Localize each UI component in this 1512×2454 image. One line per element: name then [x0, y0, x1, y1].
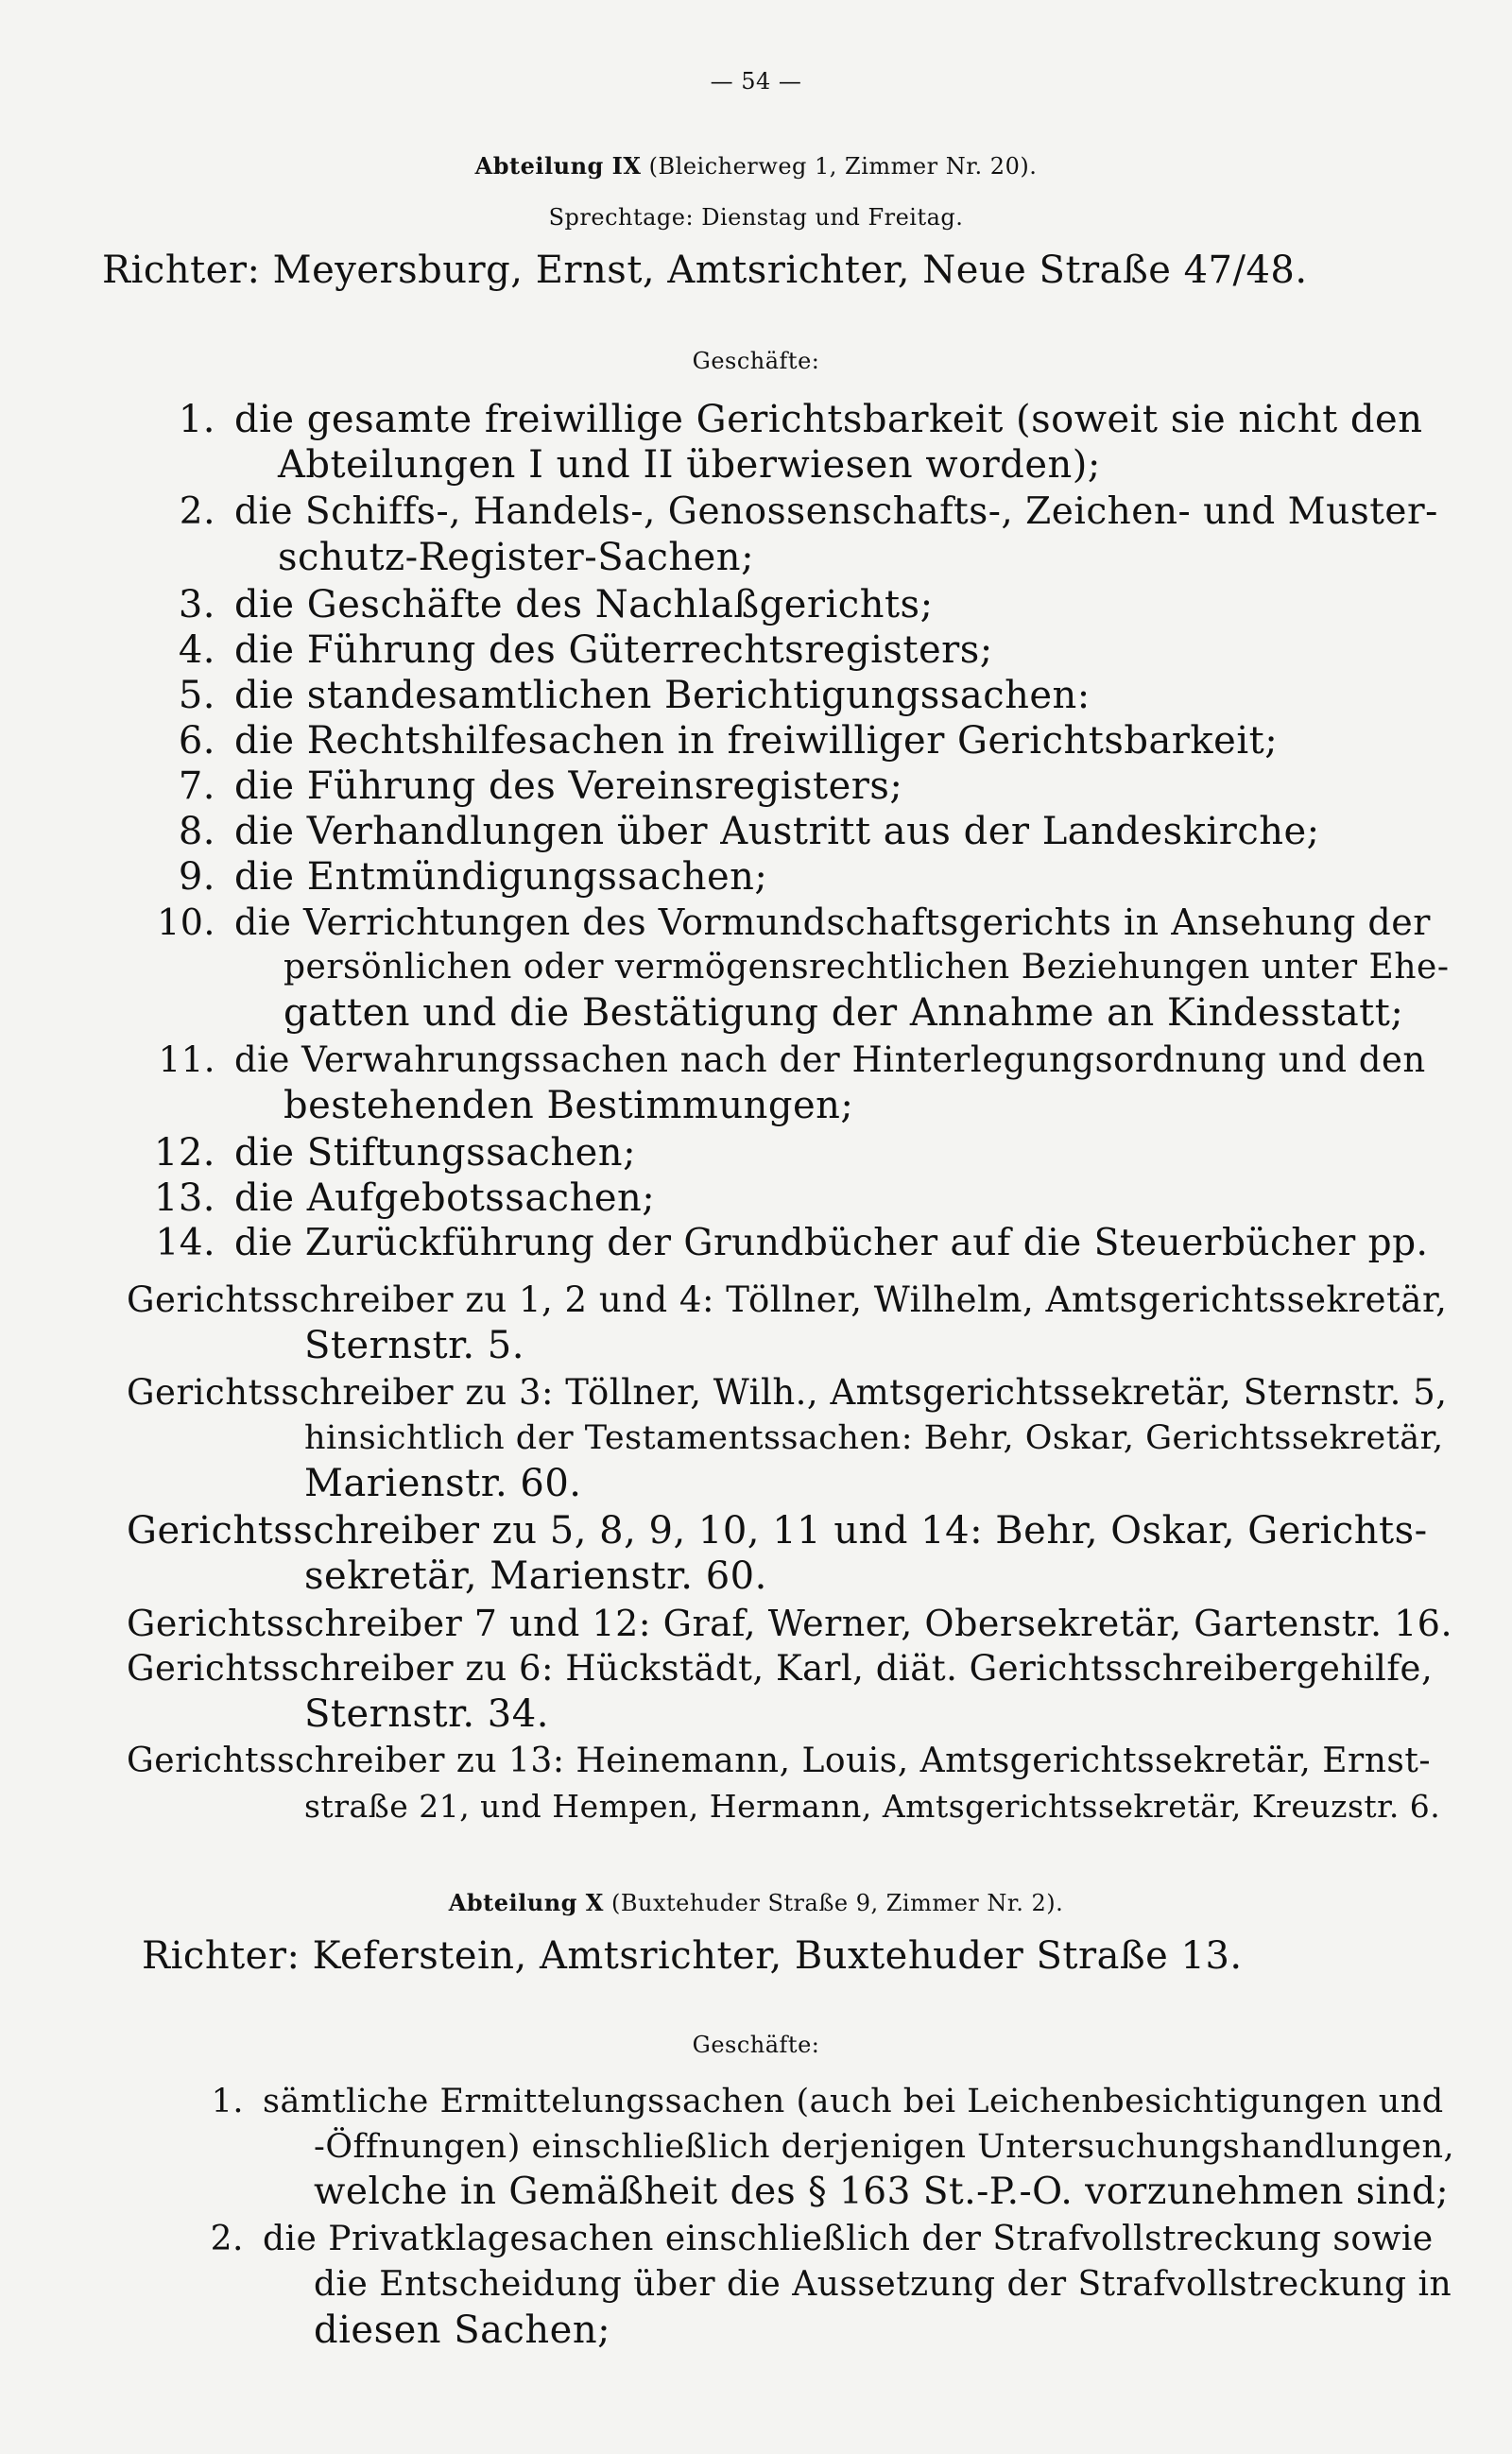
- item-line: die Aufgebotssachen;: [234, 1176, 656, 1220]
- item-number: 5.: [178, 674, 215, 717]
- list-item: [142, 1038, 1426, 1083]
- item-number: 13.: [153, 1176, 215, 1220]
- item-line: gatten und die Bestätigung der Annahme an Kindesstatt;: [284, 991, 1404, 1035]
- list-item: [142, 627, 993, 673]
- item-line: die standesamtlichen Berichtigungssachen:: [234, 674, 1091, 717]
- item-line: sämtliche Ermittelungssachen (auch bei Leichenbesichtigungen und: [263, 2083, 1444, 2120]
- list-item: [170, 2079, 1444, 2124]
- section-x-richter: Richter: Keferstein, Amtsrichter, Buxtehuder Straße 13.: [142, 1934, 1243, 1978]
- section-ix-richter: Richter: Meyersburg, Ernst, Amtsrichter, Neue Straße 47/48.: [102, 249, 1308, 292]
- section-x-title: [0, 1880, 1512, 1926]
- item-line: die Entmündigungssachen;: [234, 855, 768, 899]
- list-item: [142, 673, 1091, 718]
- schreiber-line: hinsichtlich der Testamentssachen: Behr, Oskar, Gerichtssekretär,: [304, 1419, 1444, 1457]
- item-line: persönlichen oder vermögensrechtlichen Beziehungen unter Ehe-: [284, 948, 1450, 987]
- list-item: [142, 900, 1431, 945]
- item-line: die Schiffs-, Handels-, Genossenschafts-, Zeichen- und Muster-: [234, 490, 1438, 533]
- item-line: die Verrichtungen des Vormundschaftsgerichts in Ansehung der: [234, 901, 1431, 943]
- item-number: 6.: [178, 719, 215, 763]
- item-line: die Entscheidung über die Aussetzung der Strafvollstreckung in: [314, 2265, 1452, 2304]
- schreiber-line: Gerichtsschreiber zu 1, 2 und 4: Töllner, Wilhelm, Amtsgerichtssekretär,: [127, 1279, 1448, 1320]
- item-line: -Öffnungen) einschließlich derjenigen Untersuchungshandlungen,: [314, 2128, 1455, 2166]
- item-line: diesen Sachen;: [314, 2308, 611, 2352]
- item-number: 12.: [153, 1131, 215, 1175]
- schreiber-line: Gerichtsschreiber zu 13: Heinemann, Louis, Amtsgerichtssekretär, Ernst-: [127, 1742, 1431, 1780]
- list-item: [142, 854, 767, 900]
- list-item: [142, 718, 1278, 764]
- item-line: die Verwahrungssachen nach der Hinterlegungsordnung und den: [234, 1039, 1426, 1080]
- item-number: 10.: [157, 901, 215, 943]
- schreiber-line: Gerichtsschreiber zu 5, 8, 9, 10, 11 und 14: Behr, Oskar, Gerichts-: [127, 1509, 1428, 1553]
- list-item: [142, 582, 934, 627]
- item-line: Abteilungen I und II überwiesen worden);: [278, 443, 1101, 487]
- item-line: die Stiftungssachen;: [234, 1131, 637, 1175]
- item-number: 8.: [178, 810, 215, 853]
- item-line: die Geschäfte des Nachlaßgerichts;: [234, 583, 934, 626]
- schreiber-line: Gerichtsschreiber zu 3: Töllner, Wilh., Amtsgerichtssekretär, Sternstr. 5,: [127, 1372, 1448, 1413]
- item-line: die Privatklagesachen einschließlich der Strafvollstreckung sowie: [263, 2220, 1434, 2258]
- item-line: die Rechtshilfesachen in freiwilliger Gerichtsbarkeit;: [234, 719, 1279, 763]
- item-number: 14.: [155, 1222, 215, 1264]
- item-line: schutz-Register-Sachen;: [278, 536, 755, 579]
- item-line: die Führung des Vereinsregisters;: [234, 764, 903, 808]
- item-line: die Zurückführung der Grundbücher auf die Steuerbücher pp.: [234, 1222, 1429, 1264]
- page-number: — 54 —: [710, 68, 802, 94]
- item-number: 9.: [178, 855, 215, 899]
- schreiber-line: sekretär, Marienstr. 60.: [304, 1554, 767, 1598]
- item-number: 2.: [210, 2220, 244, 2258]
- item-number: 2.: [179, 490, 215, 533]
- list-item: [142, 1130, 636, 1176]
- schreiber-line: Gerichtsschreiber zu 6: Hückstädt, Karl, diät. Gerichtsschreibergehilfe,: [127, 1648, 1434, 1689]
- item-line: die Führung des Güterrechtsregisters;: [234, 628, 993, 672]
- list-item: [170, 2217, 1434, 2262]
- item-number: 4.: [178, 628, 215, 672]
- section-ix-title: [0, 144, 1512, 189]
- schreiber-line: Marienstr. 60.: [304, 1462, 582, 1505]
- item-number: 3.: [178, 583, 215, 626]
- list-item: [142, 489, 1438, 535]
- section-ix-title-rest: (Bleicherweg 1, Zimmer Nr. 20).: [641, 153, 1038, 180]
- list-item: [142, 1221, 1428, 1266]
- list-item: [142, 1176, 655, 1221]
- section-ix-geschaefte-heading: Geschäfte:: [692, 348, 820, 374]
- section-ix-title-bold: Abteilung IX: [474, 152, 642, 180]
- item-number: 1.: [178, 398, 215, 441]
- item-line: die Verhandlungen über Austritt aus der Landeskirche;: [234, 810, 1320, 853]
- schreiber-line: straße 21, und Hempen, Hermann, Amtsgerichtssekretär, Kreuzstr. 6.: [304, 1788, 1441, 1825]
- item-line: die gesamte freiwillige Gerichtsbarkeit (soweit sie nicht den: [234, 398, 1423, 441]
- schreiber-line: Sternstr. 34.: [304, 1692, 549, 1736]
- list-item: [142, 397, 1422, 442]
- list-item: [142, 809, 1320, 854]
- item-number: 7.: [178, 764, 215, 808]
- list-item: [142, 764, 902, 809]
- section-ix-sprechtage: Sprechtage: Dienstag und Freitag.: [548, 204, 964, 231]
- item-number: 1.: [211, 2083, 244, 2120]
- section-x-title-bold: Abteilung X: [448, 1889, 604, 1916]
- section-x-title-rest: (Buxtehuder Straße 9, Zimmer Nr. 2).: [603, 1890, 1064, 1916]
- item-line: bestehenden Bestimmungen;: [284, 1084, 854, 1127]
- schreiber-line: Sternstr. 5.: [304, 1324, 524, 1367]
- item-number: 11.: [158, 1039, 215, 1080]
- item-line: welche in Gemäßheit des § 163 St.-P.-O. vorzunehmen sind;: [314, 2171, 1450, 2213]
- section-x-geschaefte-heading: Geschäfte:: [692, 2032, 820, 2058]
- schreiber-line: Gerichtsschreiber 7 und 12: Graf, Werner, Obersekretär, Gartenstr. 16.: [127, 1603, 1453, 1644]
